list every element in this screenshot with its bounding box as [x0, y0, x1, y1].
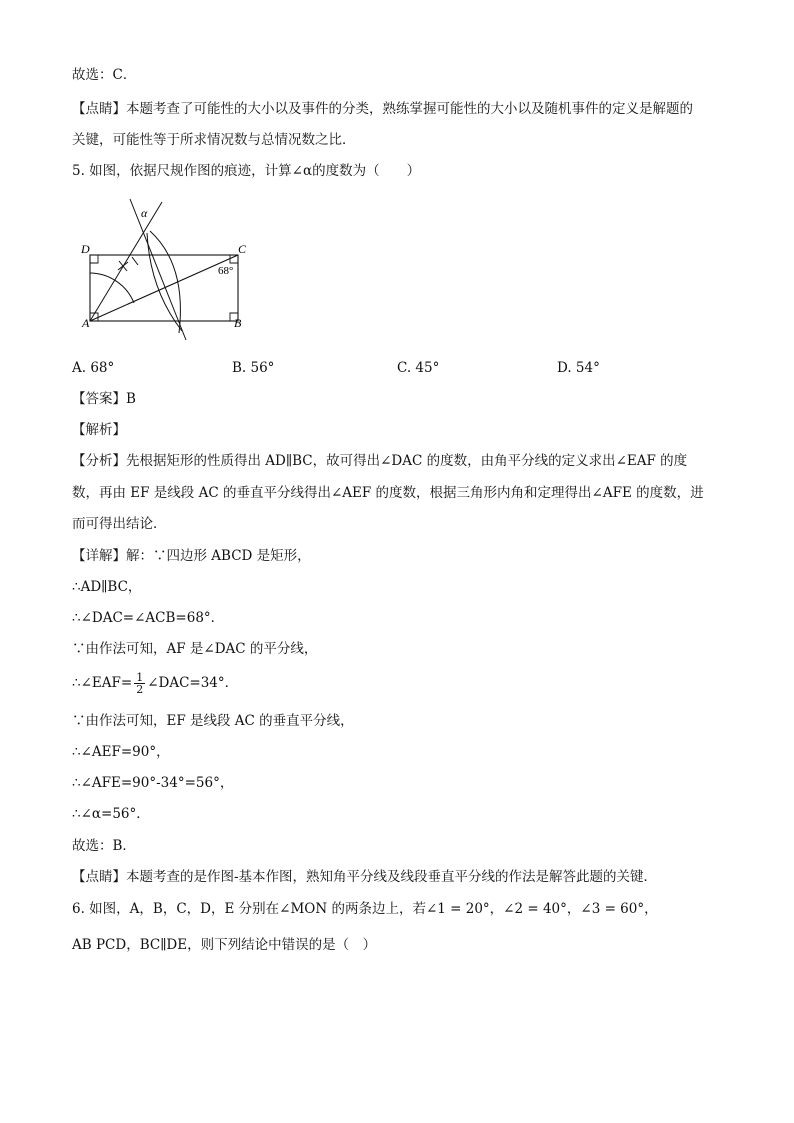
label-b: B	[234, 316, 242, 330]
diagonal-ac	[90, 255, 238, 321]
text-line: ∴∠AFE=90°-34°=56°，	[72, 775, 234, 791]
option-a: A. 68°	[72, 360, 115, 376]
analysis-heading: 【解析】	[72, 422, 126, 438]
text-line: 【点睛】本题考查了可能性的大小以及事件的分类，熟练掌握可能性的大小以及随机事件的定义是解题的	[72, 101, 693, 117]
fraction-denominator: 2	[136, 683, 144, 696]
option-c: C. 45°	[397, 360, 440, 376]
fraction-line	[72, 672, 238, 695]
label-angle-68: 68°	[218, 265, 234, 277]
perpendicular-bisector-ef	[130, 199, 186, 340]
text-segment: ∠DAC=34°．	[147, 675, 239, 691]
text-line: ∴AD∥BC，	[72, 579, 142, 595]
text-line: ∴∠α=56°．	[72, 806, 150, 822]
question-6: 6. 如图，A，B，C，D，E 分别在∠MON 的两条边上，若∠1 = 20°，∠2 = 40°，∠3 = 60°，	[72, 901, 658, 917]
text-line: 【点睛】本题考查的是作图-基本作图，熟知角平分线及线段垂直平分线的作法是解答此题的关键．	[72, 869, 658, 885]
fraction	[134, 672, 145, 695]
question-5: 5. 如图，依据尺规作图的痕迹，计算∠α的度数为（ ）	[72, 163, 421, 179]
label-a: A	[82, 316, 90, 330]
text-segment: ∴∠EAF=	[72, 675, 133, 691]
text-line: ∵由作法可知，EF 是线段 AC 的垂直平分线，	[72, 713, 354, 729]
text-line: 数，再由 EF 是线段 AC 的垂直平分线得出∠AEF 的度数，根据三角形内角和定理得出∠AFE 的度数，进	[72, 485, 704, 501]
right-angle-d	[90, 255, 98, 263]
option-b: B. 56°	[232, 360, 275, 376]
geometry-figure	[72, 195, 262, 345]
tick-mark	[132, 257, 138, 265]
text-line: 关键，可能性等于所求情况数与总情况数之比．	[72, 132, 356, 148]
text-line: 而可得出结论．	[72, 516, 167, 532]
arc-at-a	[90, 273, 134, 303]
text-line: 【详解】解：∵四边形 ABCD 是矩形，	[72, 548, 311, 564]
text-line: ∴∠DAC=∠ACB=68°．	[72, 610, 225, 626]
arc-right	[150, 231, 180, 333]
question-6-cont: AB PCD，BC∥DE，则下列结论中错误的是（ ）	[72, 937, 377, 953]
text-line: ∴∠AEF=90°，	[72, 744, 170, 760]
option-d: D. 54°	[557, 360, 600, 376]
text-line: 故选：C．	[72, 67, 137, 83]
fraction-numerator: 1	[136, 671, 144, 684]
label-d: D	[81, 242, 90, 256]
text-line: 故选：B．	[72, 838, 136, 854]
label-c: C	[238, 242, 247, 256]
label-alpha: α	[141, 206, 148, 220]
angle-bisector-af	[90, 202, 162, 321]
answer: 【答案】B	[72, 391, 136, 407]
text-line: ∵由作法可知，AF 是∠DAC 的平分线，	[72, 641, 318, 657]
text-line: 【分析】先根据矩形的性质得出 AD∥BC，故可得出∠DAC 的度数，由角平分线的定义求出∠EAF 的度	[72, 453, 688, 469]
